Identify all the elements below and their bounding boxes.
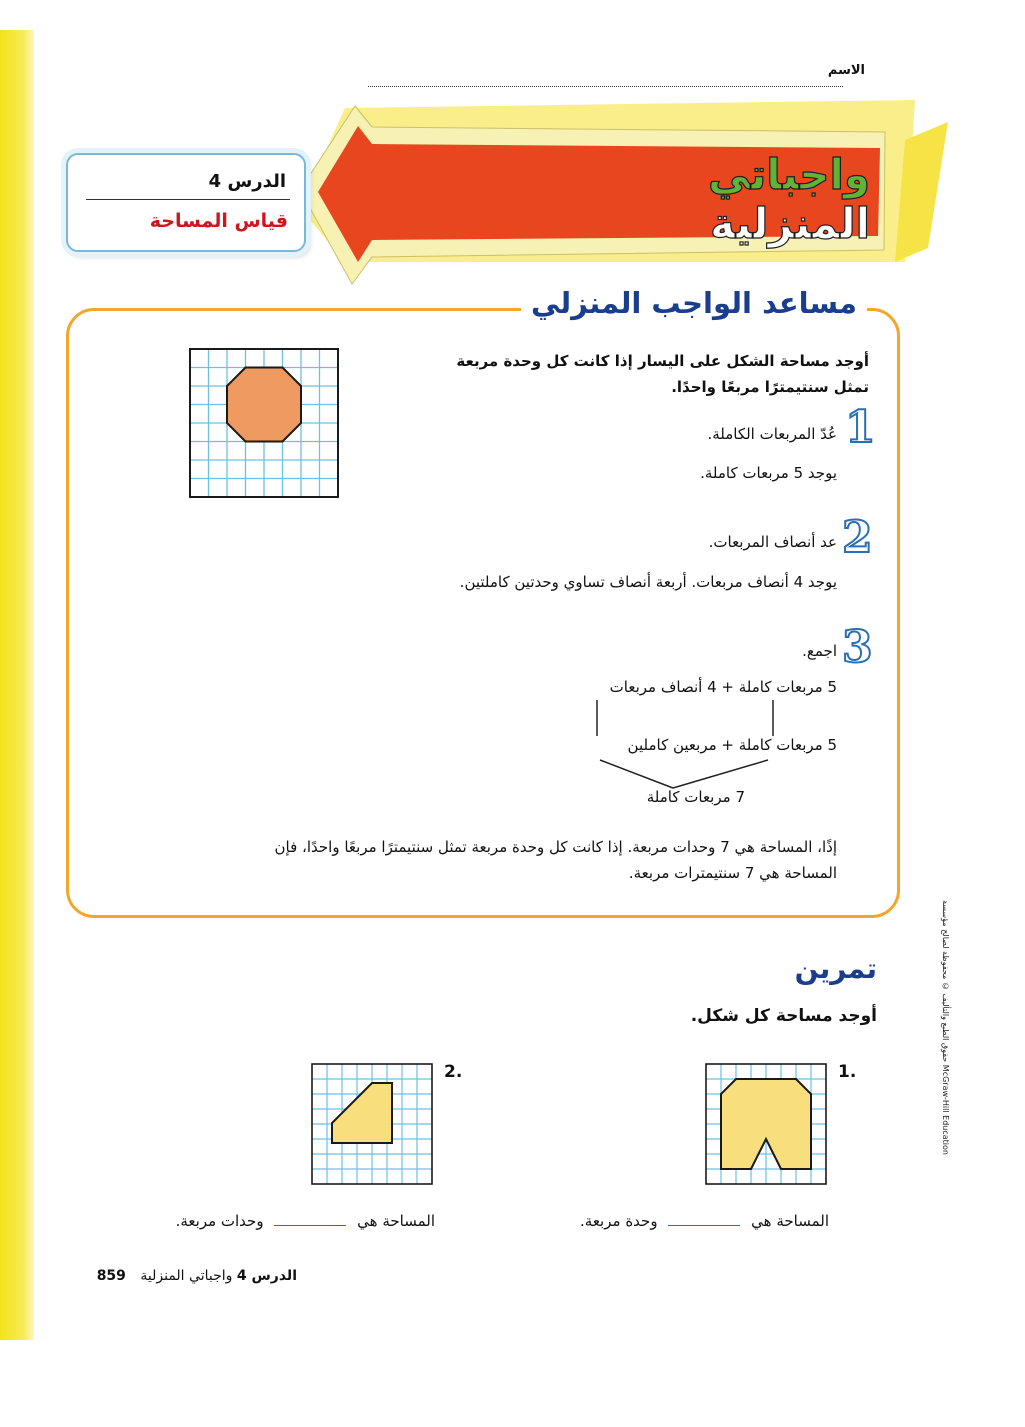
conclusion-line-2: المساحة هي 7 سنتيمترات مربعة. xyxy=(628,864,837,882)
practice-2-label: 2. xyxy=(444,1062,463,1082)
step-2-number: 2 xyxy=(842,512,873,563)
practice-2-answer xyxy=(176,1212,435,1230)
page-footer xyxy=(97,1268,297,1284)
banner-arrow xyxy=(0,0,1025,300)
practice-1-answer xyxy=(580,1212,829,1230)
page-number: 859 xyxy=(96,1268,126,1284)
sum-line-2: 5 مربعات كاملة + مربعين كاملين xyxy=(627,736,837,754)
practice-1-label: 1. xyxy=(838,1062,857,1082)
practice-1-grid xyxy=(705,1063,827,1185)
practice-instruction: أوجد مساحة كل شكل. xyxy=(690,1006,877,1026)
homework-title xyxy=(560,150,870,248)
step-2-instruction: عد أنصاف المربعات. xyxy=(708,533,837,551)
homework-title-word2: المنزلية xyxy=(710,199,870,248)
step-2-result: يوجد 4 أنصاف مربعات. أربعة أنصاف تساوي وحدتين كاملتين. xyxy=(459,573,837,591)
copyright-side-note: حقوق الطبع والتأليف © محفوظة لصالح مؤسسة McGraw-Hill Education xyxy=(941,900,950,1155)
conclusion-line-1: إذًا، المساحة هي 7 وحدات مربعة. إذا كانت كل وحدة مربعة تمثل سنتيمترًا مربعًا واحدًا، فإن xyxy=(274,838,837,856)
practice-1-answer-prefix: المساحة هي xyxy=(751,1212,829,1230)
name-label: الاسم xyxy=(827,63,865,78)
practice-2-answer-prefix: المساحة هي xyxy=(357,1212,435,1230)
practice-1-answer-suffix: وحدة مربعة. xyxy=(580,1212,658,1230)
practice-title: تمرين xyxy=(794,952,877,985)
practice-2-answer-blank[interactable] xyxy=(274,1225,346,1226)
step-1-instruction: عُدّ المربعات الكاملة. xyxy=(707,425,837,443)
sum-total: 7 مربعات كاملة xyxy=(646,788,745,806)
footer-section: واجباتي المنزلية xyxy=(140,1268,233,1284)
lesson-divider xyxy=(86,199,290,200)
practice-1-answer-blank[interactable] xyxy=(668,1225,740,1226)
lesson-card xyxy=(66,153,306,252)
practice-2-answer-suffix: وحدات مربعة. xyxy=(175,1212,264,1230)
lesson-number: الدرس 4 xyxy=(208,171,286,192)
lesson-name: قياس المساحة xyxy=(149,210,288,232)
step-1-number: 1 xyxy=(845,402,876,453)
homework-title-word1: واجباتي xyxy=(708,150,870,199)
practice-2-grid xyxy=(311,1063,433,1185)
helper-problem: أوجد مساحة الشكل على اليسار إذا كانت كل وحدة مربعة تمثل سنتيمترًا مربعًا واحدًا. xyxy=(456,352,869,396)
sum-line-1: 5 مربعات كاملة + 4 أنصاف مربعات xyxy=(609,678,837,696)
step-1-result: يوجد 5 مربعات كاملة. xyxy=(700,464,837,482)
step-3-number: 3 xyxy=(842,622,873,673)
octagon-shape xyxy=(227,368,301,442)
footer-lesson: الدرس 4 xyxy=(236,1268,297,1284)
homework-helper-title: مساعد الواجب المنزلي xyxy=(521,286,867,320)
example-octagon-grid xyxy=(189,348,339,498)
step-3-instruction: اجمع. xyxy=(802,642,837,660)
